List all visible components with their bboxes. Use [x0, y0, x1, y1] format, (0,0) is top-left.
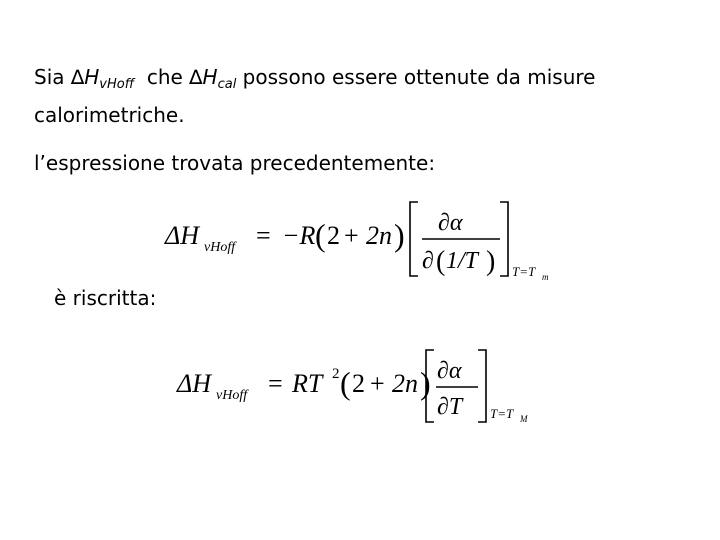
formula1-paren-close: ) [394, 217, 405, 253]
formula2-numerator: ∂α [437, 358, 462, 384]
formula2-power: 2 [332, 366, 340, 382]
formula2-lhs-sub: vHoff [216, 388, 248, 403]
intro-middle: che [134, 65, 190, 89]
formula1-right-bracket [500, 202, 508, 276]
formula1-two: 2 [327, 221, 340, 250]
intro-lead: Sia [34, 65, 71, 89]
rewritten-label: è riscritta: [54, 286, 157, 310]
intro-line-1 [34, 62, 595, 100]
formula1-eval-sub: T=T [512, 264, 536, 279]
delta-h-cal-subscript: cal [217, 77, 237, 92]
intro-tail: possono essere ottenute da misure [236, 65, 596, 89]
delta-h-vhoff-subscript: vHoff [99, 77, 135, 92]
formula1-lhs-sub: vHoff [204, 240, 236, 255]
formula1-two-n: 2n [366, 221, 392, 250]
intro-paragraph [34, 62, 595, 130]
formula-rewritten [172, 344, 552, 430]
delta-h-cal-symbol: ∆H [189, 65, 218, 89]
formula2-right-bracket [478, 350, 486, 422]
formula1-equals: = [256, 221, 271, 250]
intro-line-2: calorimetriche. [34, 103, 185, 127]
formula1-den-paren-open: ( [436, 246, 446, 277]
formula1-den-inner: 1/T [446, 248, 479, 274]
formula1-eval-sub-m: m [542, 272, 549, 282]
formula2-denominator: ∂T [437, 394, 463, 420]
formula2-two: 2 [352, 369, 365, 398]
formula1-paren-open: ( [315, 217, 326, 253]
formula-original-svg [160, 196, 560, 284]
formula-original [160, 196, 560, 284]
formula1-den-partial: ∂ [422, 248, 434, 274]
formula1-rhs-prefix: −R [282, 221, 316, 250]
formula2-two-n: 2n [392, 369, 418, 398]
formula1-left-bracket [410, 202, 418, 276]
formula2-paren-close: ) [420, 365, 431, 401]
formula2-eval-sub-m: M [520, 414, 528, 424]
delta-h-vhoff-symbol: ∆H [70, 65, 100, 89]
formula2-rhs-prefix: RT [292, 369, 323, 398]
formula2-plus: + [370, 369, 385, 398]
formula2-paren-open: ( [340, 365, 351, 401]
formula1-plus: + [344, 221, 359, 250]
formula2-equals: = [268, 369, 283, 398]
formula2-lhs: ΔH [177, 369, 212, 398]
formula2-eval-sub: T=T [490, 406, 514, 421]
expression-intro-text: l’espressione trovata precedentemente: [34, 151, 436, 175]
formula-rewritten-svg [172, 344, 552, 430]
formula1-den-paren-close: ) [486, 246, 496, 277]
formula1-numerator: ∂α [438, 210, 463, 236]
formula1-lhs: ΔH [165, 221, 200, 250]
